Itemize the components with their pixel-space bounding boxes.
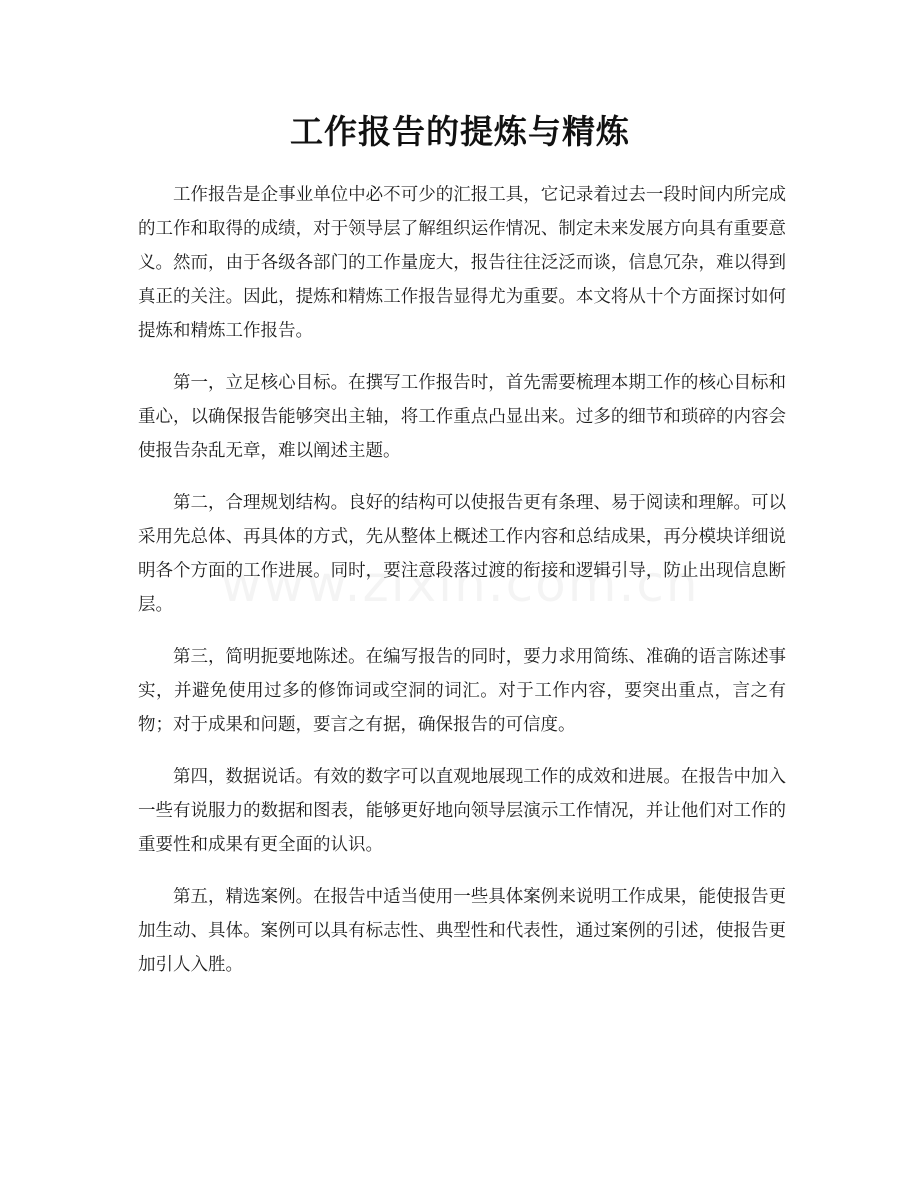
paragraph-3: 第三，简明扼要地陈述。在编写报告的同时，要力求用简练、准确的语言陈述事实，并避免使用过多的修饰词或空洞的词汇。对于工作内容，要突出重点，言之有物；对于成果和问题，要言之有据，确保报告的可信度。 [138, 647, 786, 735]
paragraph-2: 第二，合理规划结构。良好的结构可以使报告更有条理、易于阅读和理解。可以采用先总体、再具体的方式，先从整体上概述工作内容和总结成果，再分模块详细说明各个方面的工作进展。同时，要注意段落过渡的衔接和逻辑引导，防止出现信息断层。 [138, 493, 786, 615]
paragraph-1: 第一，立足核心目标。在撰写工作报告时，首先需要梳理本期工作的核心目标和重心，以确保报告能够突出主轴，将工作重点凸显出来。过多的细节和琐碎的内容会使报告杂乱无章，难以阐述主题。 [138, 373, 786, 461]
paragraph-4: 第四，数据说话。有效的数字可以直观地展现工作的成效和进展。在报告中加入一些有说服力的数据和图表，能够更好地向领导层演示工作情况，并让他们对工作的重要性和成果有更全面的认识。 [138, 767, 786, 855]
paragraph-5: 第五，精选案例。在报告中适当使用一些具体案例来说明工作成果，能使报告更加生动、具体。案例可以具有标志性、典型性和代表性，通过案例的引述，使报告更加引人入胜。 [138, 887, 786, 975]
paragraph-intro: 工作报告是企事业单位中必不可少的汇报工具，它记录着过去一段时间内所完成的工作和取得的成绩，对于领导层了解组织运作情况、制定未来发展方向具有重要意义。然而，由于各级各部门的工作量庞大，报告往往泛泛而谈，信息冗杂，难以得到真正的关注。因此，提炼和精炼工作报告显得尤为重要。本文将从十个方面探讨如何提炼和精炼工作报告。 [138, 185, 786, 341]
document-body [138, 178, 786, 1000]
document-title: 工作报告的提炼与精炼 [290, 112, 630, 151]
